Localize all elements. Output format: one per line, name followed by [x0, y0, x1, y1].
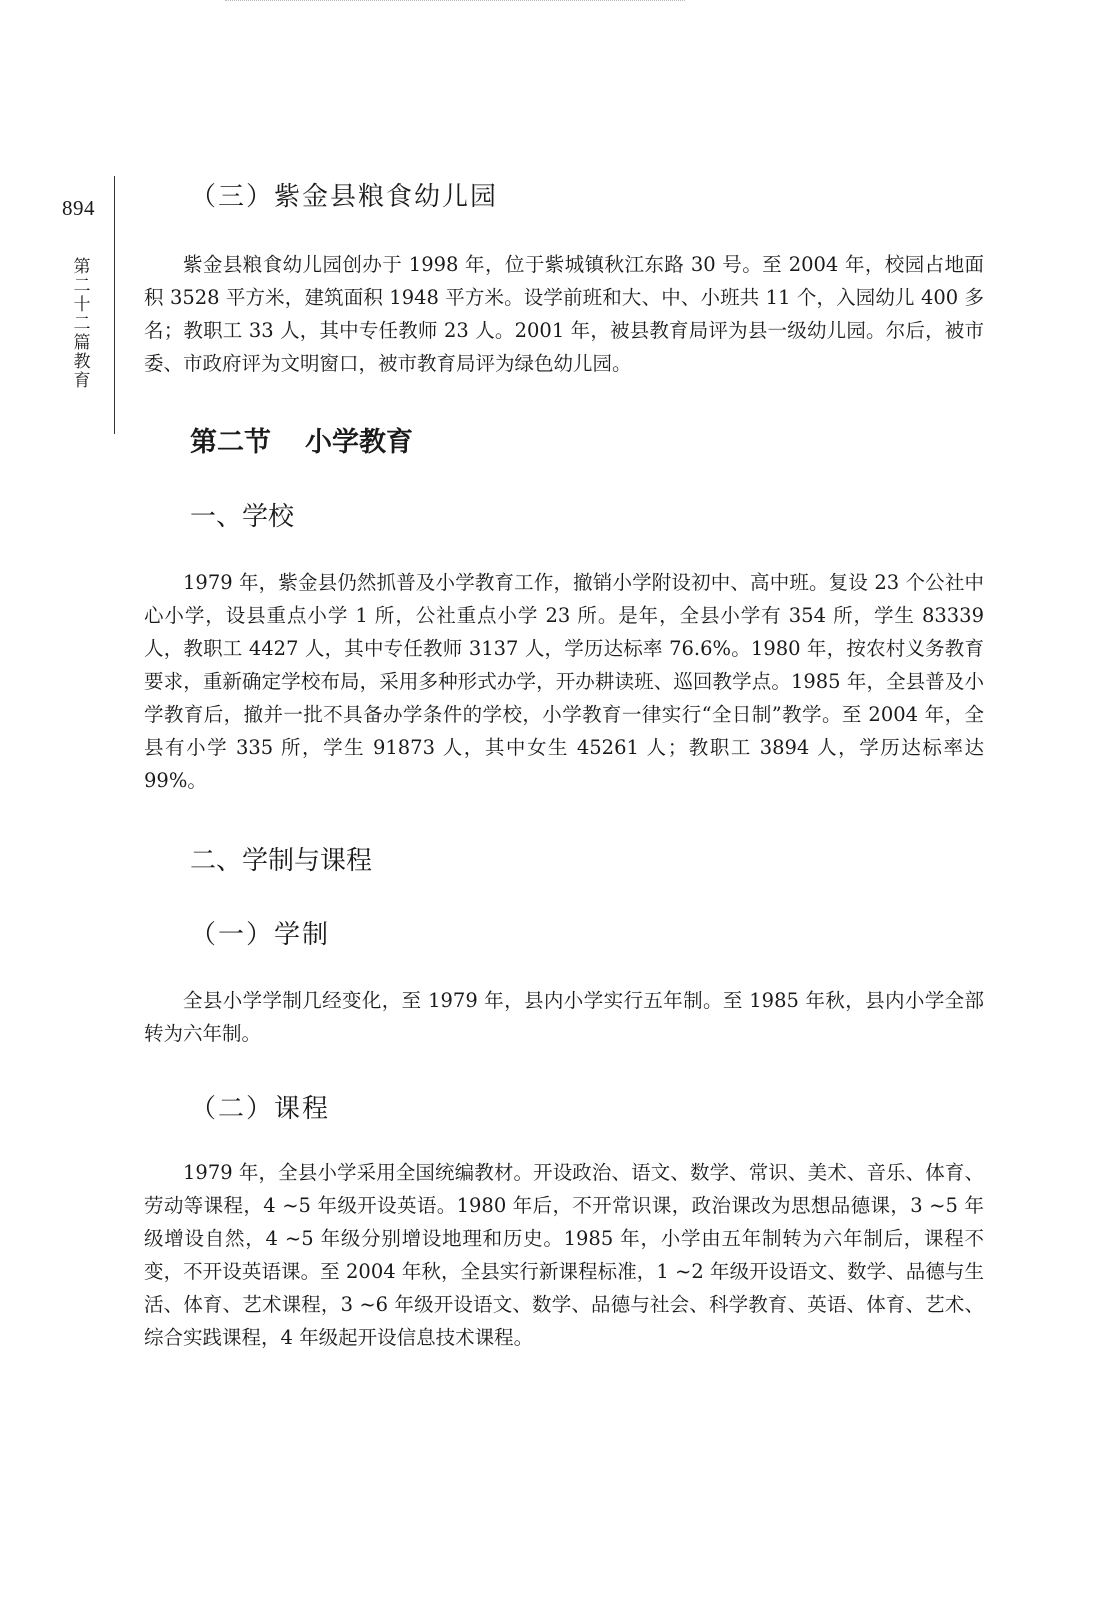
- paragraph-schools: 1979 年，紫金县仍然抓普及小学教育工作，撤销小学附设初中、高中班。复设 23 个公社中心小学，设县重点小学 1 所，公社重点小学 23 所。是年，全县小学有 354 所，学生 83339 人，教职工 4427 人，其中专任教师 3137 人，学历达标率 76.6%。1980 年，按农村义务教育要求，重新确定学校布局，采用多种形式办学，开办耕读班、巡回教学点。1985 年，全县普及小学教育后，撤并一批不具备办学条件的学校，小学教育一律实行“全日制”教学。至 2004 年，全县有小学 335 所，学生 91873 人，其中女生 45261 人；教职工 3894 人，学历达标率达 99%。: [144, 571, 984, 792]
- heading-system: （一）学制: [190, 920, 331, 950]
- running-head: 第二十二篇 教育: [73, 257, 91, 391]
- paragraph-system: 全县小学学制几经变化，至 1979 年，县内小学实行五年制。至 1985 年秋，县内小学全部转为六年制。: [144, 989, 984, 1045]
- heading-grain-kindergarten: （三）紫金县粮食幼儿园: [190, 182, 499, 212]
- page-number: 894: [62, 196, 95, 220]
- top-scan-rule: [225, 0, 685, 1]
- paragraph-curriculum: 1979 年，全县小学采用全国统编教材。开设政治、语文、数学、常识、美术、音乐、体育、劳动等课程，4 ~5 年级开设英语。1980 年后，不开常识课，政治课改为思想品德课，3 ~5 年级增设自然，4 ~5 年级分别增设地理和历史。1985 年，小学由五年制转为六年制后，课程不变，不开设英语课。至 2004 年秋，全县实行新课程标准，1 ~2 年级开设语文、数学、品德与生活、体育、艺术课程，3 ~6 年级开设语文、数学、品德与社会、科学教育、英语、体育、艺术、综合实践课程，4 年级起开设信息技术课程。: [144, 1161, 984, 1349]
- heading-schools: 一、学校: [190, 502, 295, 532]
- heading-curriculum: （二）课程: [190, 1094, 331, 1124]
- paragraph-grain-kindergarten: 紫金县粮食幼儿园创办于 1998 年，位于紫城镇秋江东路 30 号。至 2004 年，校园占地面积 3528 平方米，建筑面积 1948 平方米。设学前班和大、中、小班共 11 个，入园幼儿 400 多名；教职工 33 人，其中专任教师 23 人。2001 年，被县教育局评为县一级幼儿园。尔后，被市委、市政府评为文明窗口，被市教育局评为绿色幼儿园。: [144, 253, 984, 375]
- margin-rule: [114, 176, 115, 434]
- section-title: 小学教育: [305, 427, 413, 458]
- heading-system-curriculum: 二、学制与课程: [190, 846, 373, 876]
- section-heading: [190, 420, 413, 459]
- section-label: 第二节: [190, 427, 271, 458]
